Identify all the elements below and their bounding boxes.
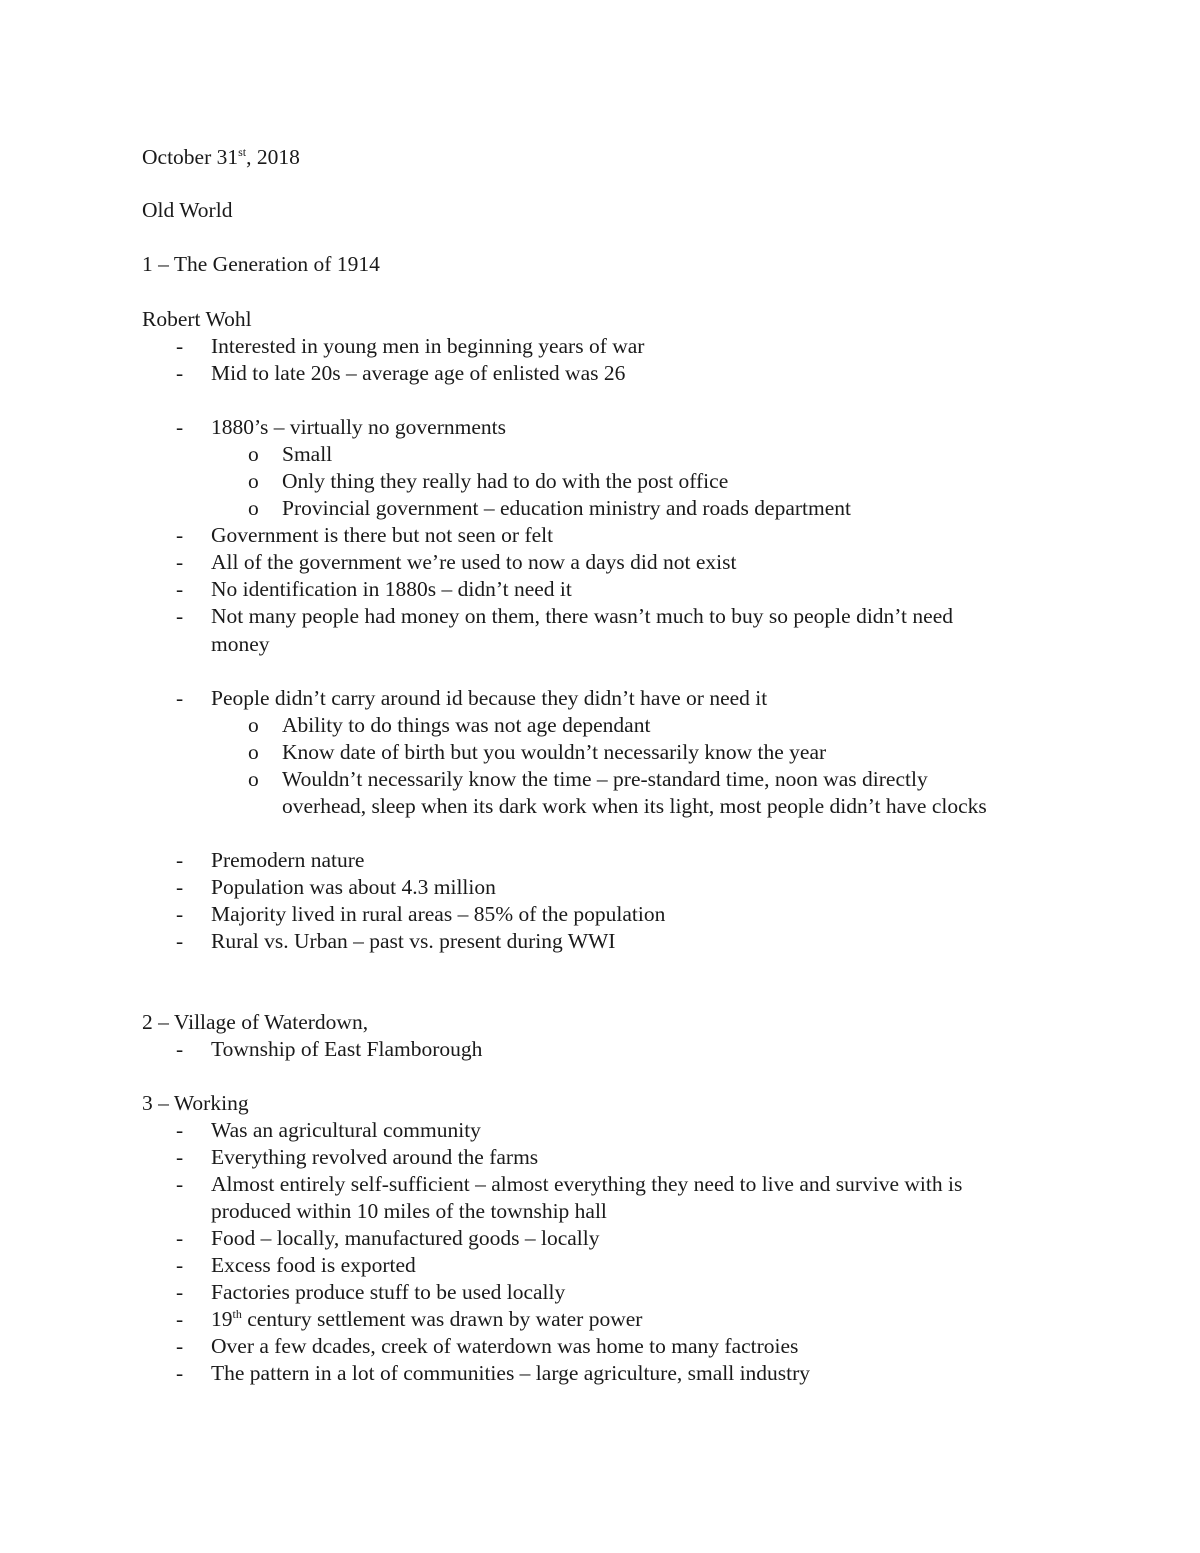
sub-list-item: Know date of birth but you wouldn’t necessarily know the year (282, 740, 827, 764)
list-item: Mid to late 20s – average age of enlisted was 26 (211, 361, 626, 385)
dash-bullet: - (176, 604, 184, 628)
list-item-continuation: produced within 10 miles of the township hall (211, 1199, 607, 1223)
list-item: Was an agricultural community (211, 1118, 481, 1142)
dash-bullet: - (176, 686, 184, 710)
dash-bullet: - (176, 577, 184, 601)
dash-bullet: - (176, 1253, 184, 1277)
list-item: Rural vs. Urban – past vs. present during WWI (211, 929, 616, 953)
dash-bullet: - (176, 1037, 184, 1061)
section1-title: 1 – The Generation of 1914 (142, 252, 380, 276)
dash-bullet: - (176, 1226, 184, 1250)
list-item: No identification in 1880s – didn’t need it (211, 577, 572, 601)
dash-bullet: - (176, 875, 184, 899)
dash-bullet: - (176, 929, 184, 953)
dash-bullet: - (176, 1145, 184, 1169)
list-item: Factories produce stuff to be used locally (211, 1280, 566, 1304)
list-item: Over a few dcades, creek of waterdown was home to many factroies (211, 1334, 799, 1358)
dash-bullet: - (176, 334, 184, 358)
list-item-continuation: money (211, 632, 270, 656)
dash-bullet: - (176, 848, 184, 872)
section2-title: 2 – Village of Waterdown, (142, 1010, 369, 1034)
date-prefix: October 31 (142, 145, 239, 169)
sub-list-item: Small (282, 442, 333, 466)
circle-bullet: o (248, 713, 259, 737)
dash-bullet: - (176, 523, 184, 547)
sub-list-item: Provincial government – education ministry and roads department (282, 496, 852, 520)
list-item: Township of East Flamborough (211, 1037, 483, 1061)
section1-author: Robert Wohl (142, 307, 252, 331)
sub-list-item: Wouldn’t necessarily know the time – pre-standard time, noon was directly (282, 767, 928, 791)
dash-bullet: - (176, 415, 184, 439)
date-suffix: , 2018 (246, 145, 300, 169)
dash-bullet: - (176, 902, 184, 926)
sub-list-item-continuation: overhead, sleep when its dark work when its light, most people didn’t have clocks (282, 794, 987, 818)
dash-bullet: - (176, 361, 184, 385)
list-item: Not many people had money on them, there wasn’t much to buy so people didn’t need (211, 604, 953, 628)
dash-bullet: - (176, 1118, 184, 1142)
list-item: All of the government we’re used to now a days did not exist (211, 550, 737, 574)
century-ordinal: th (232, 1306, 242, 1321)
circle-bullet: o (248, 496, 259, 520)
list-item: Interested in young men in beginning years of war (211, 334, 645, 358)
list-item: Majority lived in rural areas – 85% of the population (211, 902, 666, 926)
century-prefix: 19 (211, 1307, 233, 1331)
dash-bullet: - (176, 1307, 184, 1331)
list-item: People didn’t carry around id because they didn’t have or need it (211, 686, 768, 710)
sub-list-item: Ability to do things was not age dependant (282, 713, 651, 737)
dash-bullet: - (176, 1334, 184, 1358)
circle-bullet: o (248, 740, 259, 764)
dash-bullet: - (176, 1361, 184, 1385)
list-item: Government is there but not seen or felt (211, 523, 554, 547)
dash-bullet: - (176, 550, 184, 574)
date-line (142, 143, 300, 171)
list-item: Excess food is exported (211, 1253, 416, 1277)
sub-list-item: Only thing they really had to do with the post office (282, 469, 729, 493)
date-ordinal: st (238, 144, 247, 159)
list-item: Everything revolved around the farms (211, 1145, 539, 1169)
circle-bullet: o (248, 469, 259, 493)
list-item: 1880’s – virtually no governments (211, 415, 506, 439)
heading-old-world: Old World (142, 198, 233, 222)
list-item: Almost entirely self-sufficient – almost everything they need to live and survive with is (211, 1172, 963, 1196)
circle-bullet: o (248, 442, 259, 466)
list-item: Premodern nature (211, 848, 365, 872)
list-item: The pattern in a lot of communities – large agriculture, small industry (211, 1361, 811, 1385)
section3-title: 3 – Working (142, 1091, 249, 1115)
list-item (211, 1305, 642, 1333)
list-item: Population was about 4.3 million (211, 875, 496, 899)
century-suffix: century settlement was drawn by water power (241, 1307, 643, 1331)
dash-bullet: - (176, 1280, 184, 1304)
dash-bullet: - (176, 1172, 184, 1196)
circle-bullet: o (248, 767, 259, 791)
list-item: Food – locally, manufactured goods – locally (211, 1226, 600, 1250)
